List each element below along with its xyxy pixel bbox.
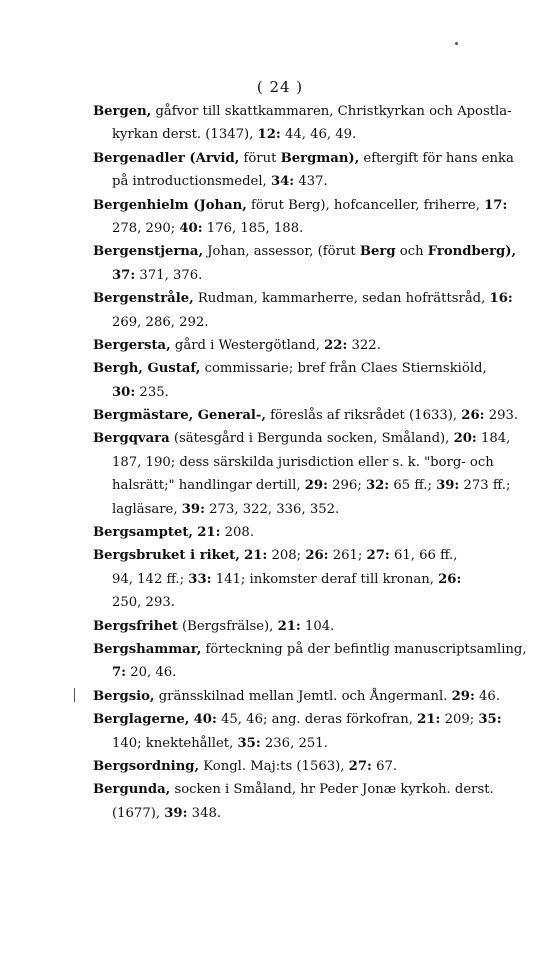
text-run: 348. (187, 805, 222, 821)
bold-text: Bergman), (280, 150, 360, 166)
text-run: 236, 251. (260, 735, 328, 751)
text-run: 371, 376. (135, 267, 203, 283)
entry-continuation-line (93, 451, 528, 474)
entry-line (93, 755, 528, 778)
entry-line (93, 638, 528, 661)
index-entries (93, 100, 528, 825)
index-entry (93, 685, 528, 708)
text-run: kyrkan derst. (1347), (112, 127, 258, 143)
entry-line (93, 100, 528, 123)
entry-line (93, 404, 528, 427)
text-run: gård i Westergötland, (170, 337, 325, 353)
bold-text: 26: (438, 571, 462, 587)
entry-continuation-line (93, 381, 528, 404)
entry-line (93, 685, 528, 708)
entry-continuation-line (93, 661, 528, 684)
index-entry (93, 357, 528, 404)
bold-text: Bergenstjerna, (93, 244, 204, 260)
bold-text: Bergunda, (93, 782, 171, 798)
bold-text: 21: (197, 525, 221, 541)
bold-text: 7: (112, 665, 127, 681)
text-run: Kongl. Maj:ts (1563), (199, 758, 349, 774)
text-run: 44, 46, 49. (280, 127, 357, 143)
index-entry (93, 287, 528, 334)
index-entry (93, 778, 528, 825)
index-entry (93, 194, 528, 241)
index-entry (93, 708, 528, 755)
bold-text: 40: (193, 712, 217, 728)
bold-text: 37: (112, 267, 136, 283)
margin-mark (74, 688, 75, 702)
entry-line (93, 147, 528, 170)
text-run: 20, 46. (126, 665, 177, 681)
bold-text: 39: (436, 478, 460, 494)
text-run: 94, 142 ff.; (112, 571, 189, 587)
text-run: 296; (327, 478, 366, 494)
bold-text: Bergshammar, (93, 641, 202, 657)
entry-line (93, 778, 528, 801)
entry-continuation-line (93, 474, 528, 497)
text-run: 209; (440, 712, 479, 728)
text-run: gåfvor till skattkammaren, Christkyrkan och Apostla- (151, 104, 512, 119)
page-number: ( 24 ) (256, 78, 304, 96)
bold-text: 34: (270, 174, 295, 190)
bold-text: 21: (277, 618, 301, 634)
entry-line (93, 287, 528, 310)
bold-text: 20: (453, 431, 477, 447)
bold-text: 12: (257, 127, 281, 143)
bold-text: Bergh, Gustaf, (93, 361, 201, 377)
entry-continuation-line (93, 802, 528, 825)
text-run: 176, 185, 188. (202, 220, 304, 236)
index-entry (93, 521, 528, 544)
bold-text: Bergersta, (93, 337, 171, 353)
text-run: 273, 322, 336, 352. (204, 501, 340, 517)
text-run: Johan, assessor, (förut (203, 244, 360, 260)
text-run: och (395, 244, 428, 260)
text-run: lagläsare, (112, 501, 182, 517)
bold-text: 21: (417, 712, 441, 728)
text-run: gränsskilnad mellan Jemtl. och Ångermanl. (154, 688, 452, 704)
bold-text: 39: (164, 805, 188, 821)
entry-continuation-line (93, 498, 528, 521)
text-run: (1677), (112, 805, 165, 821)
bold-text: 35: (478, 712, 502, 728)
bold-text: 33: (188, 571, 212, 587)
text-run: 141; inkomster deraf till kronan, (211, 571, 439, 587)
text-run: 250, 293. (112, 595, 175, 611)
bold-text: Bergsordning, (93, 758, 200, 774)
index-entry (93, 638, 528, 685)
text-run: förteckning på der befintlig manuscriptsamling, (201, 641, 527, 657)
bold-text: Bergsfrihet (93, 618, 178, 634)
bold-text: Bergqvara (93, 431, 170, 447)
bold-text: 35: (237, 735, 261, 751)
index-entry (93, 427, 528, 521)
index-entry (93, 147, 528, 194)
index-entry (93, 615, 528, 638)
text-run: 184, (476, 431, 511, 447)
bold-text: Bergsamptet, (93, 525, 194, 541)
bold-text: 29: (304, 478, 328, 494)
entry-line (93, 521, 528, 544)
entry-line (93, 427, 528, 450)
text-run: föreslås af riksrådet (1633), (265, 408, 462, 424)
entry-continuation-line (93, 123, 528, 146)
entry-line (93, 334, 528, 357)
bold-text: 22: (324, 337, 348, 353)
index-entry (93, 240, 528, 287)
text-run: 187, 190; dess särskilda jurisdiction eller s. k. "borg- och (112, 454, 494, 470)
entry-line (93, 357, 528, 380)
text-run: förut (239, 150, 281, 166)
bold-text: 26: (305, 548, 329, 564)
text-run: förut Berg), hofcanceller, friherre, (246, 197, 485, 213)
index-entry (93, 334, 528, 357)
bold-text: Frondberg), (427, 244, 517, 260)
text-run: eftergift för hans enka (359, 150, 514, 166)
index-entry (93, 544, 528, 614)
text-run: 273 ff.; (459, 478, 511, 494)
text-run: 67. (371, 758, 398, 774)
text-run: 293. (484, 408, 519, 424)
bold-text: 27: (348, 758, 372, 774)
bold-text: 30: (112, 384, 136, 400)
text-run: socken i Småland, hr Peder Jonæ kyrkoh. derst. (170, 782, 494, 798)
text-run: 65 ff.; (389, 478, 437, 494)
text-run: 261; (328, 548, 367, 564)
speck-mark (455, 42, 458, 45)
bold-text: Bergen, (93, 104, 152, 119)
text-run: 140; knektehållet, (112, 735, 238, 751)
bold-text: Bergenhielm (Johan, (93, 197, 247, 213)
index-entry (93, 755, 528, 778)
index-entry (93, 100, 528, 147)
bold-text: Bergsbruket i riket, (93, 548, 240, 564)
bold-text: 26: (461, 408, 485, 424)
bold-text: 29: (451, 688, 475, 704)
bold-text: Berglagerne, (93, 712, 190, 728)
text-run: 208; (267, 548, 306, 564)
text-run: 61, 66 ff., (389, 548, 458, 564)
bold-text: Bergenadler (Arvid, (93, 150, 240, 166)
bold-text: 27: (366, 548, 390, 564)
text-run: 46. (474, 688, 501, 704)
text-run: 104. (300, 618, 335, 634)
text-run: commissarie; bref från Claes Stiernskiöld, (200, 361, 487, 377)
bold-text: 32: (365, 478, 390, 494)
text-run: 269, 286, 292. (112, 314, 209, 330)
entry-line (93, 240, 528, 263)
bold-text: 40: (179, 220, 203, 236)
entry-continuation-line (93, 591, 528, 614)
bold-text: 16: (489, 291, 513, 307)
entry-line (93, 194, 528, 217)
bold-text: Berg (359, 244, 396, 260)
bold-text: Bergsio, (93, 688, 155, 704)
entry-line (93, 708, 528, 731)
text-run: (sätesgård i Bergunda socken, Småland), (169, 431, 454, 447)
text-run: (Bergsfrälse), (177, 618, 278, 634)
entry-continuation-line (93, 311, 528, 334)
text-run: Rudman, kammarherre, sedan hofrättsråd, (193, 291, 490, 307)
index-entry (93, 404, 528, 427)
bold-text: Bergmästare, General-, (93, 408, 266, 424)
bold-text: 21: (244, 548, 268, 564)
entry-line (93, 615, 528, 638)
bold-text: Bergenstråle, (93, 291, 194, 307)
text-run: 278, 290; (112, 220, 180, 236)
text-run: 45, 46; ang. deras förkofran, (216, 712, 418, 728)
text-run: halsrätt;" handlingar dertill, (112, 478, 305, 494)
text-run: på introductionsmedel, (112, 174, 271, 190)
entry-continuation-line (93, 568, 528, 591)
entry-continuation-line (93, 732, 528, 755)
text-run: 235. (135, 384, 169, 400)
entry-continuation-line (93, 264, 528, 287)
text-run: 208. (220, 525, 255, 541)
text-run: 437. (294, 174, 328, 190)
bold-text: 39: (181, 501, 205, 517)
entry-line (93, 544, 528, 567)
text-run: 322. (347, 337, 381, 353)
bold-text: 17: (484, 197, 508, 213)
entry-continuation-line (93, 217, 528, 240)
entry-continuation-line (93, 170, 528, 193)
